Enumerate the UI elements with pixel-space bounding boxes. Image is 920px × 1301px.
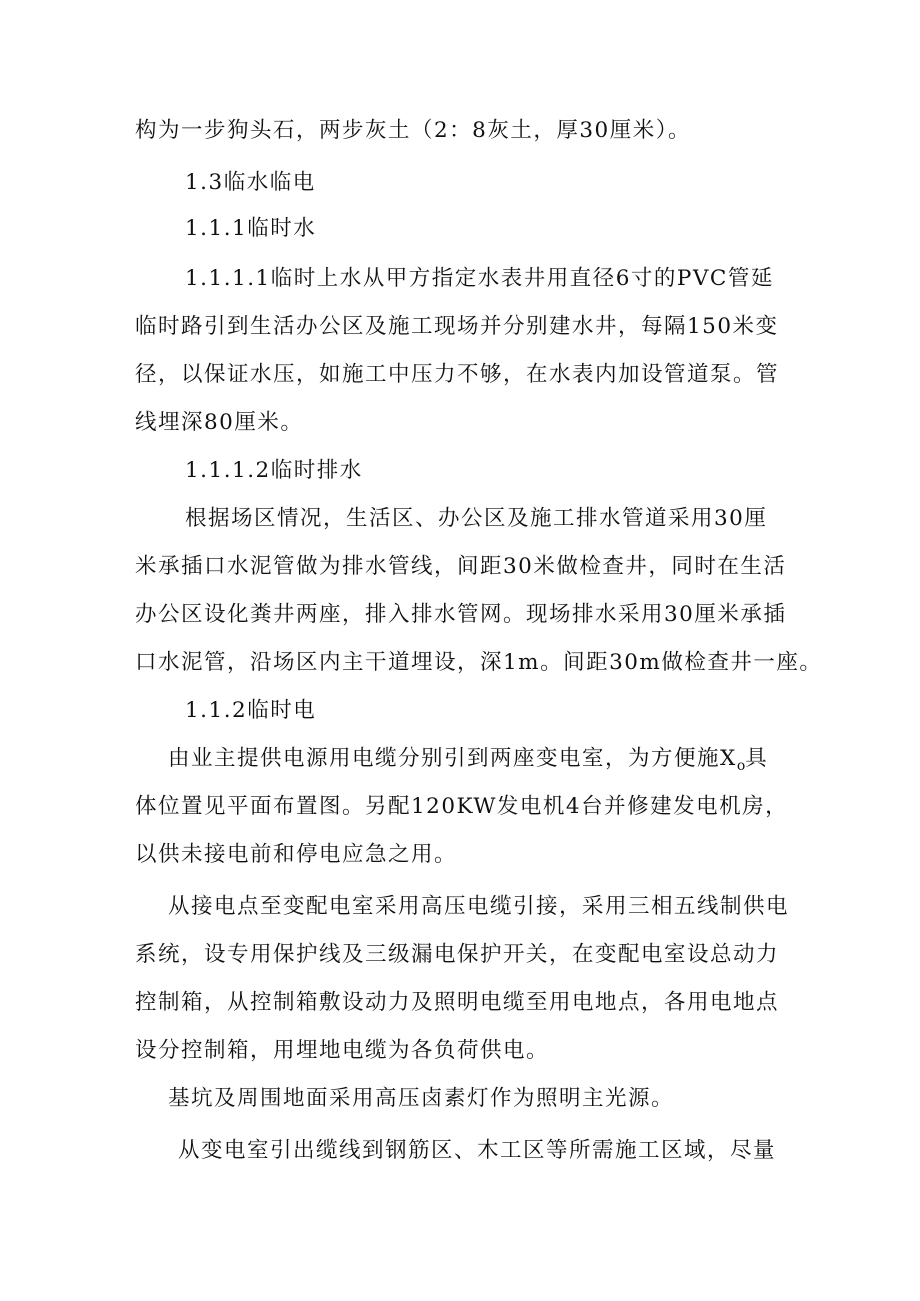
line-text: 具 [745, 746, 769, 771]
paragraph-line: 从接电点至变配电室采用高压电缆引接，采用三相五线制供电 [168, 894, 790, 919]
paragraph-line: 系统，设专用保护线及三级漏电保护开关，在变配电室设总动力 [135, 942, 780, 967]
paragraph-line: 径，以保证水压，如施工中压力不够，在水表内加设管道泵。管 [135, 362, 780, 387]
paragraph-line: 米承插口水泥管做为排水管线，间距30米做检查井，同时在生活 [135, 554, 787, 579]
paragraph-line: 基坑及周围地面采用高压卤素灯作为照明主光源。 [168, 1086, 675, 1111]
paragraph-line: 口水泥管，沿场区内主干道埋设，深1m。间距30m做检查井一座。 [135, 650, 823, 675]
paragraph-line: 线埋深80厘米。 [135, 410, 304, 435]
paragraph-line: 从变电室引出缆线到钢筋区、木工区等所需施工区域，尽量 [178, 1138, 777, 1163]
section-heading-1-1-1: 1.1.1临时水 [185, 216, 317, 241]
section-heading-1-1-2: 1.1.2临时电 [185, 698, 317, 723]
paragraph-line: 办公区设化粪井两座，排入排水管网。现场排水采用30厘米承插 [135, 602, 787, 627]
paragraph-line: 体位置见平面布置图。另配120KW发电机4台并修建发电机房， [135, 794, 789, 819]
paragraph-line: 以供未接电前和停电应急之用。 [135, 842, 458, 867]
paragraph-line: 临时路引到生活办公区及施工现场并分别建水井，每隔150米变 [135, 314, 779, 339]
paragraph-line: 1.1.1.1临时上水从甲方指定水表井用直径6寸的PVC管延 [185, 266, 774, 291]
paragraph-line: 设分控制箱，用埋地电缆为各负荷供电。 [135, 1038, 550, 1063]
section-heading-1-3: 1.3临水临电 [185, 170, 316, 195]
paragraph-line: 根据场区情况，生活区、办公区及施工排水管道采用30厘 [185, 506, 768, 531]
line-text: 由业主提供电源用电缆分别引到两座变电室，为方便施X [168, 746, 737, 771]
subscript-o: o [736, 758, 746, 774]
paragraph-line: 控制箱，从控制箱敷设动力及照明电缆至用电地点，各用电地点 [135, 990, 780, 1015]
paragraph-line [168, 744, 828, 781]
paragraph-line: 构为一步狗头石，两步灰土（2：8灰土，厚30厘米）。 [135, 118, 691, 143]
section-heading-1-1-1-2: 1.1.1.2临时排水 [185, 458, 363, 483]
